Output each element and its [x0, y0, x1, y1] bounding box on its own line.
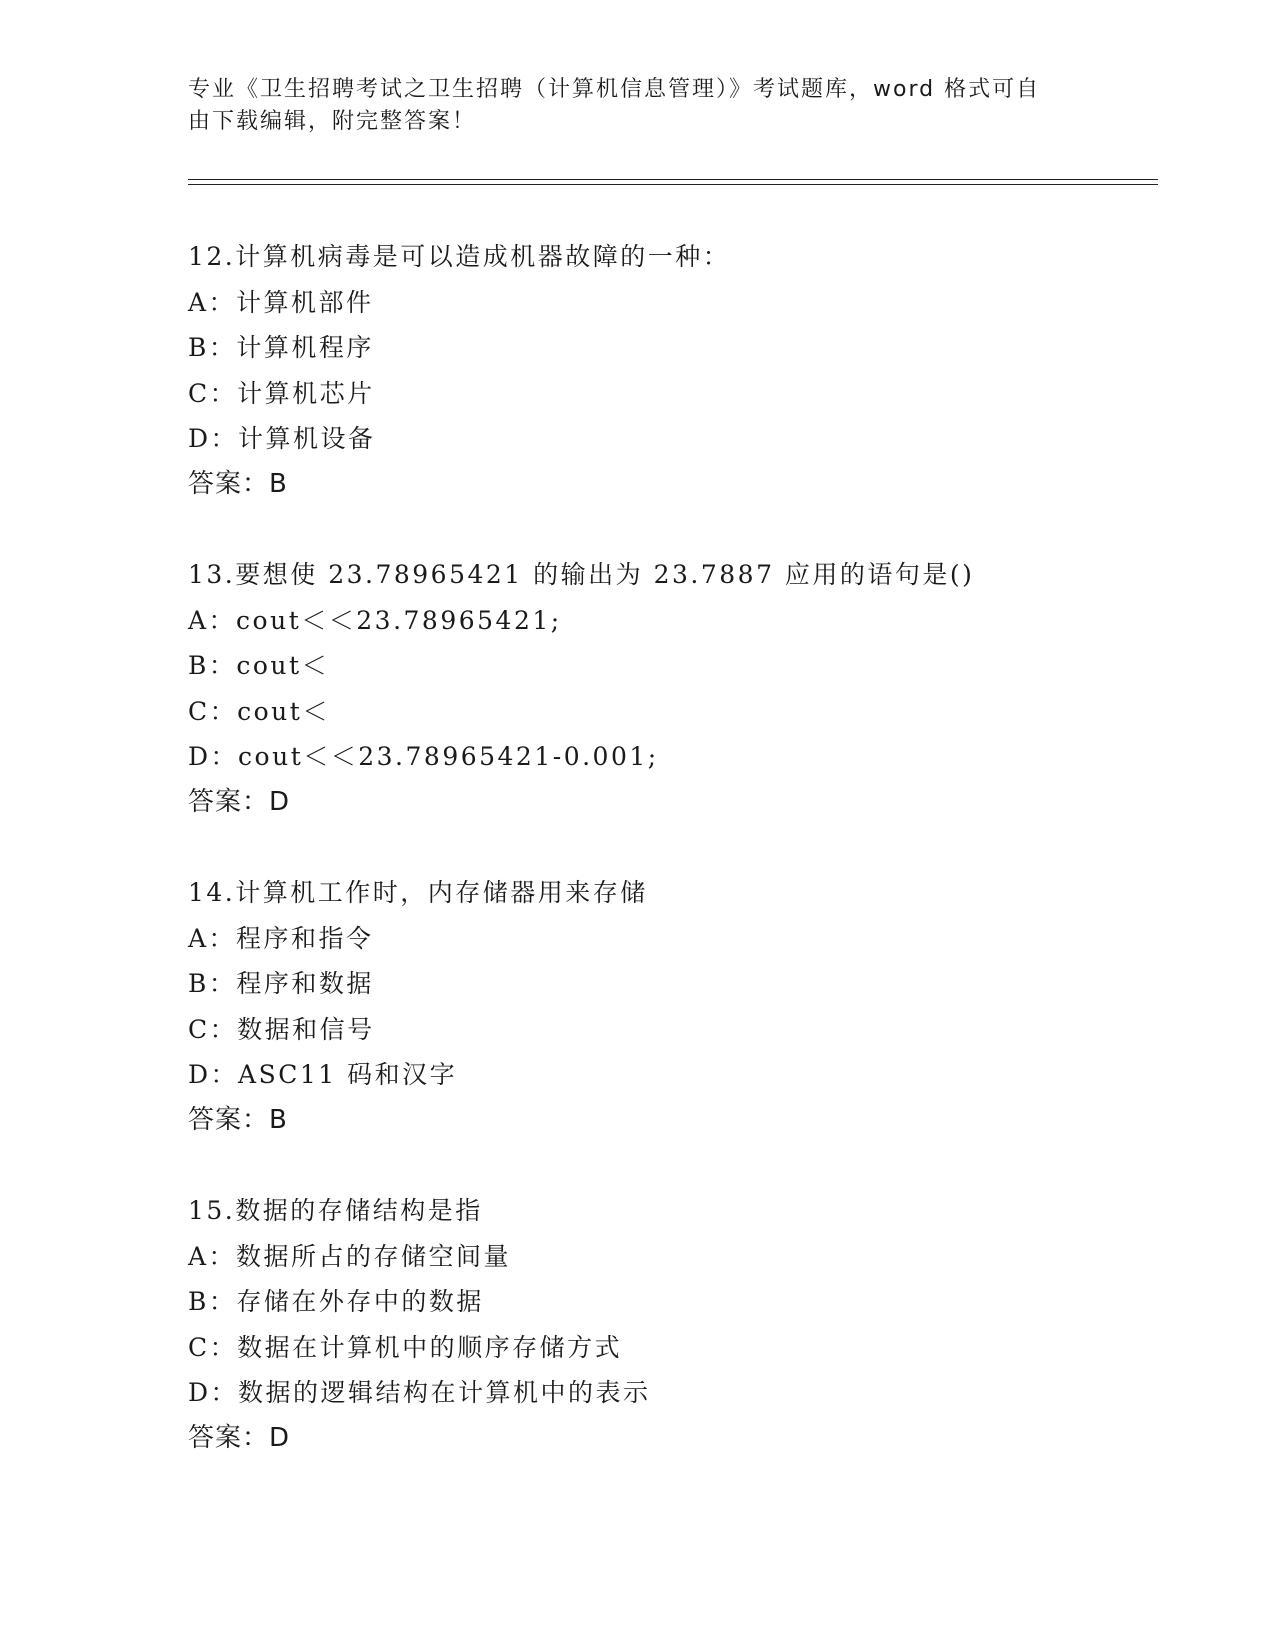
- header-divider-top: [188, 179, 1158, 180]
- question-stem: 12.计算机病毒是可以造成机器故障的一种：: [188, 242, 731, 271]
- option-b: B：程序和数据: [188, 969, 374, 998]
- question-stem: 14.计算机工作时，内存储器用来存储: [188, 878, 648, 907]
- question-list: [188, 234, 1148, 1506]
- question-15: [188, 1188, 1148, 1461]
- option-d: D：cout＜＜23.78965421-0.001;: [188, 742, 659, 771]
- option-a: A：数据所占的存储空间量: [188, 1241, 512, 1271]
- question-stem: 15.数据的存储结构是指: [188, 1196, 483, 1225]
- option-d: D：ASC11 码和汉字: [188, 1060, 458, 1089]
- question-12: [188, 234, 1148, 507]
- option-b: B：计算机程序: [188, 333, 374, 362]
- answer-line: 答案：D: [188, 1422, 291, 1453]
- option-c: C：计算机芯片: [188, 378, 375, 408]
- option-c: C：cout＜: [188, 696, 330, 726]
- option-c: C：数据和信号: [188, 1014, 375, 1044]
- answer-line: 答案：B: [188, 468, 288, 499]
- option-b: B：存储在外存中的数据: [188, 1287, 484, 1316]
- option-d: D：计算机设备: [188, 424, 376, 453]
- header-line-1: 专业《卫生招聘考试之卫生招聘（计算机信息管理）》考试题库，word 格式可自: [188, 77, 1041, 102]
- header-divider-bottom: [188, 184, 1158, 185]
- answer-line: 答案：B: [188, 1104, 288, 1135]
- document-header: [188, 74, 1068, 138]
- header-line-2: 由下载编辑，附完整答案！: [188, 109, 477, 134]
- question-stem: 13.要想使 23.78965421 的输出为 23.7887 应用的语句是(): [188, 560, 975, 589]
- option-a: A：计算机部件: [188, 287, 374, 317]
- option-b: B：cout＜: [188, 651, 330, 680]
- answer-line: 答案：D: [188, 786, 291, 817]
- question-14: [188, 870, 1148, 1143]
- option-c: C：数据在计算机中的顺序存储方式: [188, 1332, 623, 1362]
- question-13: [188, 552, 1148, 825]
- option-a: A：cout＜＜23.78965421;: [188, 605, 562, 635]
- option-a: A：程序和指令: [188, 923, 374, 953]
- option-d: D：数据的逻辑结构在计算机中的表示: [188, 1378, 651, 1407]
